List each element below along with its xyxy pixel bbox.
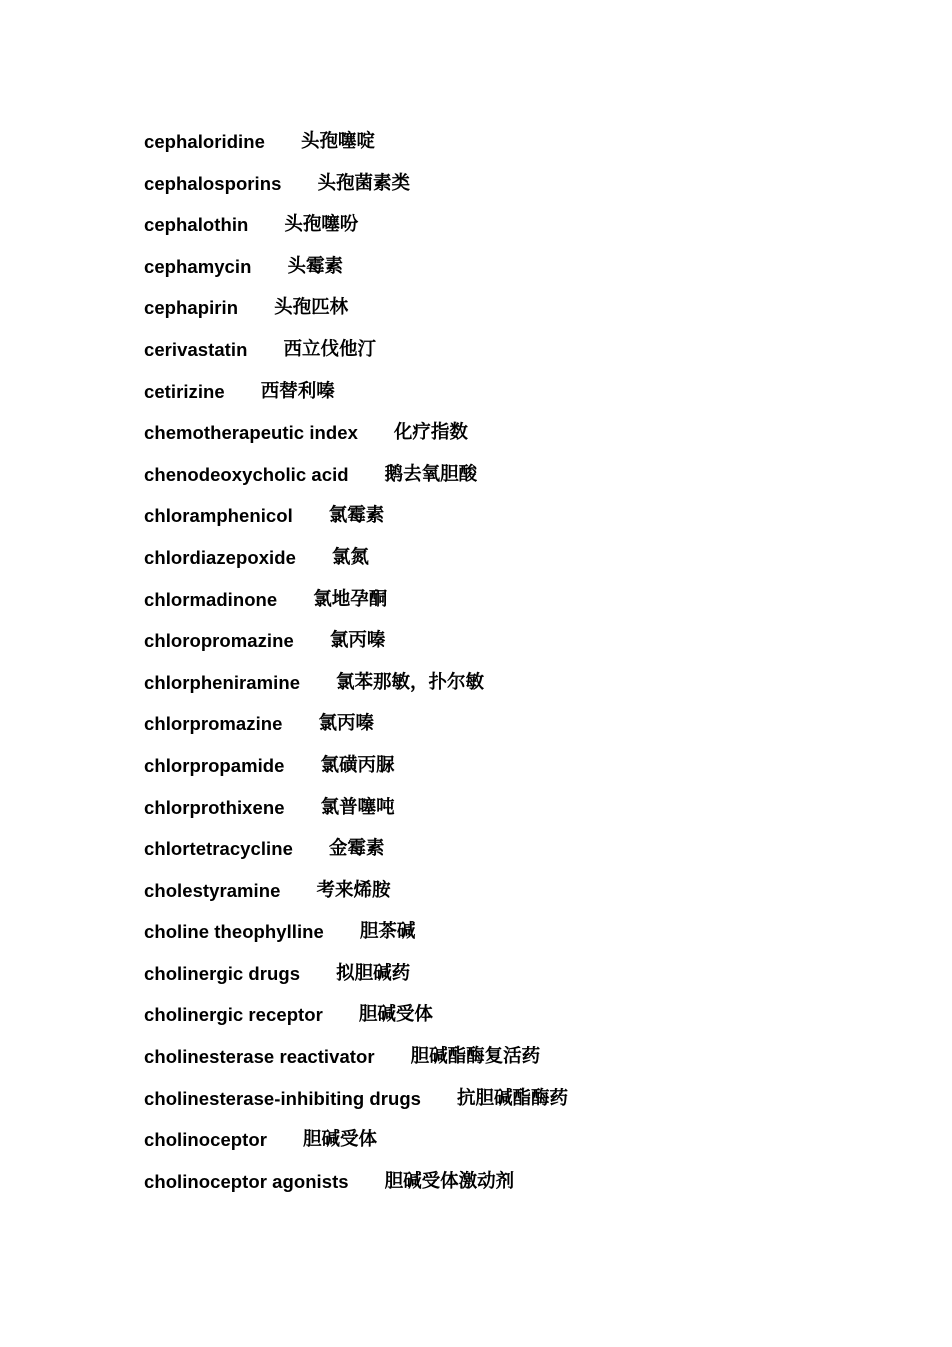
- entry-term: cholinoceptor agonists: [144, 1170, 349, 1192]
- entry-term: chlortetracycline: [144, 838, 293, 860]
- entry-translation: 头孢噻啶: [300, 131, 375, 152]
- glossary-entry: [144, 586, 568, 628]
- entry-translation: 化疗指数: [393, 422, 468, 444]
- entry-term: cephalosporins: [144, 172, 282, 194]
- glossary-entry: [144, 294, 568, 336]
- glossary-entry: [144, 669, 568, 711]
- entry-term: chlorpropamide: [144, 754, 285, 776]
- entry-term: cephaloridine: [144, 131, 265, 152]
- glossary-entry: [144, 544, 568, 586]
- glossary-entry: [144, 710, 568, 752]
- glossary-entry: [144, 1043, 568, 1085]
- entry-translation: 头孢匹林: [274, 297, 349, 319]
- glossary-entry: [144, 211, 568, 253]
- entry-term: cholinoceptor: [144, 1129, 267, 1151]
- glossary-entry: [144, 627, 568, 669]
- entry-translation: 胆碱受体: [358, 1004, 433, 1026]
- entry-translation: 鹅去氧胆酸: [384, 463, 478, 485]
- glossary-entry: [144, 835, 568, 877]
- glossary-entry: [144, 794, 568, 836]
- glossary-entry: [144, 960, 568, 1002]
- entry-translation: 氯丙嗪: [318, 713, 374, 735]
- entry-term: chlorpheniramine: [144, 671, 301, 693]
- entry-term: cerivastatin: [144, 338, 248, 360]
- entry-term: chloramphenicol: [144, 505, 293, 527]
- entry-term: chenodeoxycholic acid: [144, 463, 349, 485]
- entry-translation: 氯苯那敏，扑尔敏: [336, 671, 485, 693]
- glossary-entry: [144, 1085, 568, 1127]
- glossary-entry: [144, 378, 568, 420]
- glossary-entry: [144, 461, 568, 503]
- glossary-entry: [144, 752, 568, 794]
- entry-translation: 胆碱酯酶复活药: [410, 1046, 541, 1068]
- entry-term: cephalothin: [144, 214, 249, 236]
- entry-translation: 氯氮: [331, 546, 369, 568]
- entry-term: choline theophylline: [144, 921, 324, 943]
- glossary-entry: [144, 1126, 568, 1168]
- entry-term: chlorpromazine: [144, 713, 283, 735]
- glossary-entry: [144, 1168, 568, 1210]
- entry-translation: 胆茶碱: [359, 921, 416, 943]
- entry-term: cholinergic receptor: [144, 1004, 323, 1026]
- entry-translation: 抗胆碱酯酶药: [457, 1087, 569, 1109]
- entry-translation: 头孢菌素类: [317, 172, 410, 194]
- entry-term: cetirizine: [144, 380, 225, 402]
- glossary-entry: [144, 170, 568, 212]
- glossary-entry: [144, 128, 568, 170]
- entry-term: chlorprothixene: [144, 796, 285, 818]
- entry-translation: 氯磺丙脲: [320, 754, 395, 776]
- entry-term: cholestyramine: [144, 879, 281, 901]
- entry-translation: 头霉素: [287, 255, 343, 277]
- entry-translation: 头孢噻吩: [284, 214, 359, 236]
- entry-translation: 西立伐他汀: [283, 338, 376, 360]
- glossary-list: [144, 128, 568, 1209]
- glossary-entry: [144, 918, 568, 960]
- entry-translation: 胆碱受体激动剂: [384, 1170, 515, 1192]
- entry-term: cholinergic drugs: [144, 962, 301, 984]
- entry-translation: 氯霉素: [328, 505, 385, 527]
- entry-term: chlordiazepoxide: [144, 546, 296, 568]
- entry-term: chemotherapeutic index: [144, 422, 358, 444]
- entry-translation: 胆碱受体: [302, 1129, 377, 1151]
- entry-translation: 西替利嗪: [260, 380, 335, 402]
- entry-term: cholinesterase-inhibiting drugs: [144, 1087, 422, 1109]
- entry-translation: 拟胆碱药: [336, 962, 411, 984]
- entry-translation: 氯地孕酮: [313, 588, 388, 610]
- entry-translation: 氯丙嗪: [329, 630, 386, 652]
- entry-term: chlormadinone: [144, 588, 278, 610]
- entry-term: cephamycin: [144, 255, 252, 277]
- entry-term: cephapirin: [144, 297, 239, 319]
- entry-translation: 金霉素: [328, 838, 385, 860]
- entry-term: cholinesterase reactivator: [144, 1046, 375, 1068]
- glossary-entry: [144, 502, 568, 544]
- glossary-entry: [144, 253, 568, 295]
- glossary-entry: [144, 1001, 568, 1043]
- glossary-entry: [144, 877, 568, 919]
- glossary-entry: [144, 419, 568, 461]
- glossary-entry: [144, 336, 568, 378]
- entry-translation: 考来烯胺: [316, 879, 391, 901]
- entry-term: chloropromazine: [144, 630, 294, 652]
- entry-translation: 氯普噻吨: [320, 796, 395, 818]
